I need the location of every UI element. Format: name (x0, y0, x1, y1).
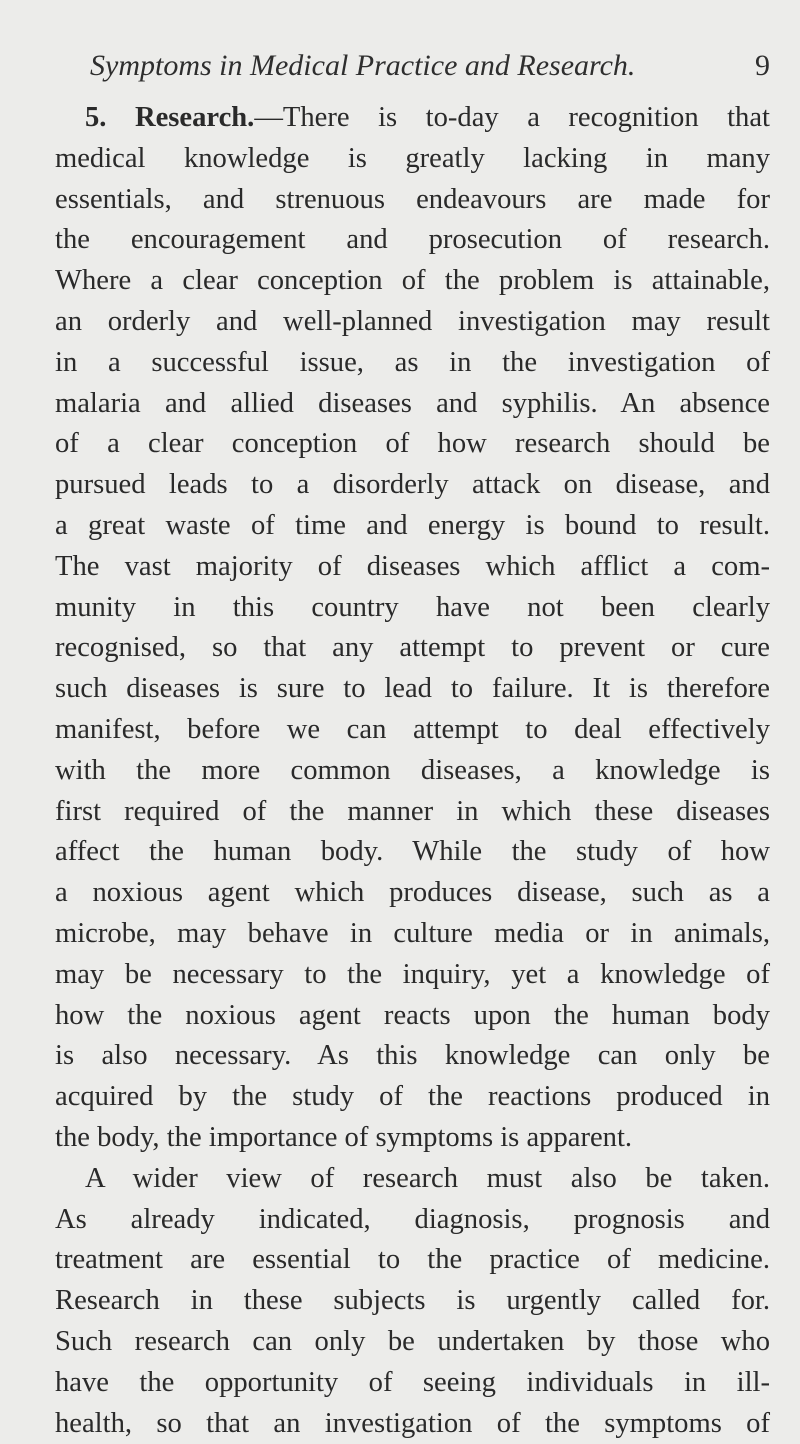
page-number: 9 (755, 44, 770, 88)
text-line: of a clear conception of how research should be (55, 424, 770, 465)
body-text (55, 98, 770, 1444)
text-line: acquired by the study of the reactions produced in (55, 1077, 770, 1118)
text-line: A wider view of research must also be taken. (55, 1159, 770, 1200)
text-line: how the noxious agent reacts upon the human body (55, 996, 770, 1037)
text-line: is also necessary. As this knowledge can only be (55, 1036, 770, 1077)
text-line: treatment are essential to the practice of medicine. (55, 1240, 770, 1281)
text-line: with the more common diseases, a knowledge is (55, 751, 770, 792)
text-line: a great waste of time and energy is bound to result. (55, 506, 770, 547)
text-line: health, so that an investigation of the symptoms of (55, 1404, 770, 1444)
text-line: pursued leads to a disorderly attack on disease, and (55, 465, 770, 506)
text-line: munity in this country have not been clearly (55, 588, 770, 629)
text-line: microbe, may behave in culture media or in animals, (55, 914, 770, 955)
text-line: have the opportunity of seeing individuals in ill- (55, 1363, 770, 1404)
section-heading: Research. (135, 102, 254, 133)
text-line: Such research can only be undertaken by those who (55, 1322, 770, 1363)
text-line: may be necessary to the inquiry, yet a knowledge of (55, 955, 770, 996)
text-line: the encouragement and prosecution of research. (55, 220, 770, 261)
text-line: such diseases is sure to lead to failure. It is therefore (55, 669, 770, 710)
text-line: malaria and allied diseases and syphilis. An absence (55, 384, 770, 425)
text-line: As already indicated, diagnosis, prognosis and (55, 1200, 770, 1241)
text-line: recognised, so that any attempt to prevent or cure (55, 628, 770, 669)
text-line: an orderly and well-planned investigation may result (55, 302, 770, 343)
text-line: in a successful issue, as in the investigation of (55, 343, 770, 384)
text-line: The vast majority of diseases which afflict a com- (55, 547, 770, 588)
text-line: Where a clear conception of the problem is attainable, (55, 261, 770, 302)
text-line: medical knowledge is greatly lacking in many (55, 139, 770, 180)
text-line: a noxious agent which produces disease, such as a (55, 873, 770, 914)
text-line: Research in these subjects is urgently called for. (55, 1281, 770, 1322)
section-number: 5. (85, 102, 106, 133)
section-dash: — (254, 102, 283, 133)
text-line: affect the human body. While the study of how (55, 832, 770, 873)
running-head-title: Symptoms in Medical Practice and Research. (90, 44, 635, 88)
text-line: essentials, and strenuous endeavours are made for (55, 180, 770, 221)
text-line: manifest, before we can attempt to deal effectively (55, 710, 770, 751)
text-line: 5. Research.—There is to-day a recognition that (55, 98, 770, 139)
running-head (90, 44, 770, 88)
text-line: the body, the importance of symptoms is apparent. (55, 1118, 770, 1159)
text-line: first required of the manner in which these diseases (55, 792, 770, 833)
